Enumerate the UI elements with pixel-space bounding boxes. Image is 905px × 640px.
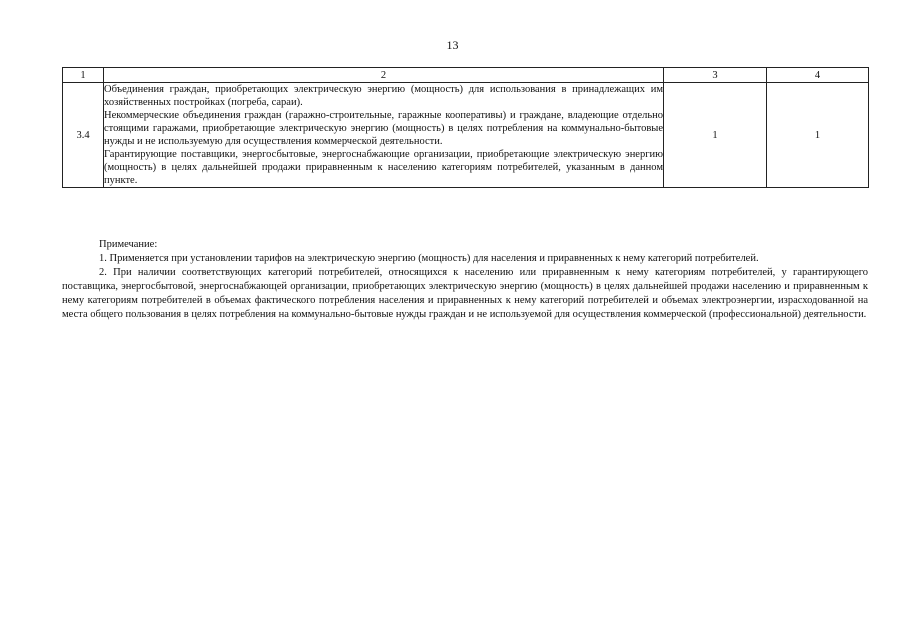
description-paragraph: Некоммерческие объединения граждан (гаражно-строительные, гаражные кооперативы) и граждане, владеющие отдельно стоящими гаражами, приобретающие электрическую энергию (мощность) в целях потребления на коммунально-бытовые нужды и не используемую для осуществления коммерческой деятельности. [104, 110, 663, 147]
table-row [63, 83, 869, 188]
page-number: 13 [446, 38, 459, 52]
column-header-3: 3 [664, 68, 767, 83]
column-header-1: 1 [63, 68, 104, 83]
row-description-cell [104, 83, 664, 188]
row-number-cell: 3.4 [63, 83, 104, 188]
table-header-row [63, 68, 869, 83]
description-paragraph: Гарантирующие поставщики, энергосбытовые, энергоснабжающие организации, приобретающие электрическую энергию (мощность) в целях дальнейшей продажи приравненным к населению категориям потребителей, указанным в данном пункте. [104, 149, 663, 186]
note-title: Примечание: [99, 239, 158, 250]
note-item: 1. Применяется при установлении тарифов на электрическую энергию (мощность) для населения и приравненных к нему категорий потребителей. [99, 253, 759, 264]
tariff-table [62, 67, 869, 188]
column-header-4: 4 [767, 68, 869, 83]
column-3-value: 1 [664, 83, 767, 188]
column-header-2: 2 [104, 68, 664, 83]
column-4-value: 1 [767, 83, 869, 188]
description-paragraph: Объединения граждан, приобретающих электрическую энергию (мощность) для использования в принадлежащих им хозяйственных постройках (погреба, сараи). [104, 84, 663, 108]
note-item: 2. При наличии соответствующих категорий потребителей, относящихся к населению или приравненным к нему категориям потребителей, у гарантирующего поставщика, энергосбытовой, энергоснабжающей организации, приобретающих электрическую энергию (мощность) в целях дальнейшей продажи населению и приравненным к нему категориям потребителей в объемах фактического потребления населения и приравненных к нему категорий потребителей и объемах электроэнергии, израсходованной на места общего пользования в целях потребления на коммунально-бытовые нужды граждан и не используемой для осуществления коммерческой (профессиональной) деятельности. [62, 267, 868, 320]
note-section [62, 238, 868, 322]
